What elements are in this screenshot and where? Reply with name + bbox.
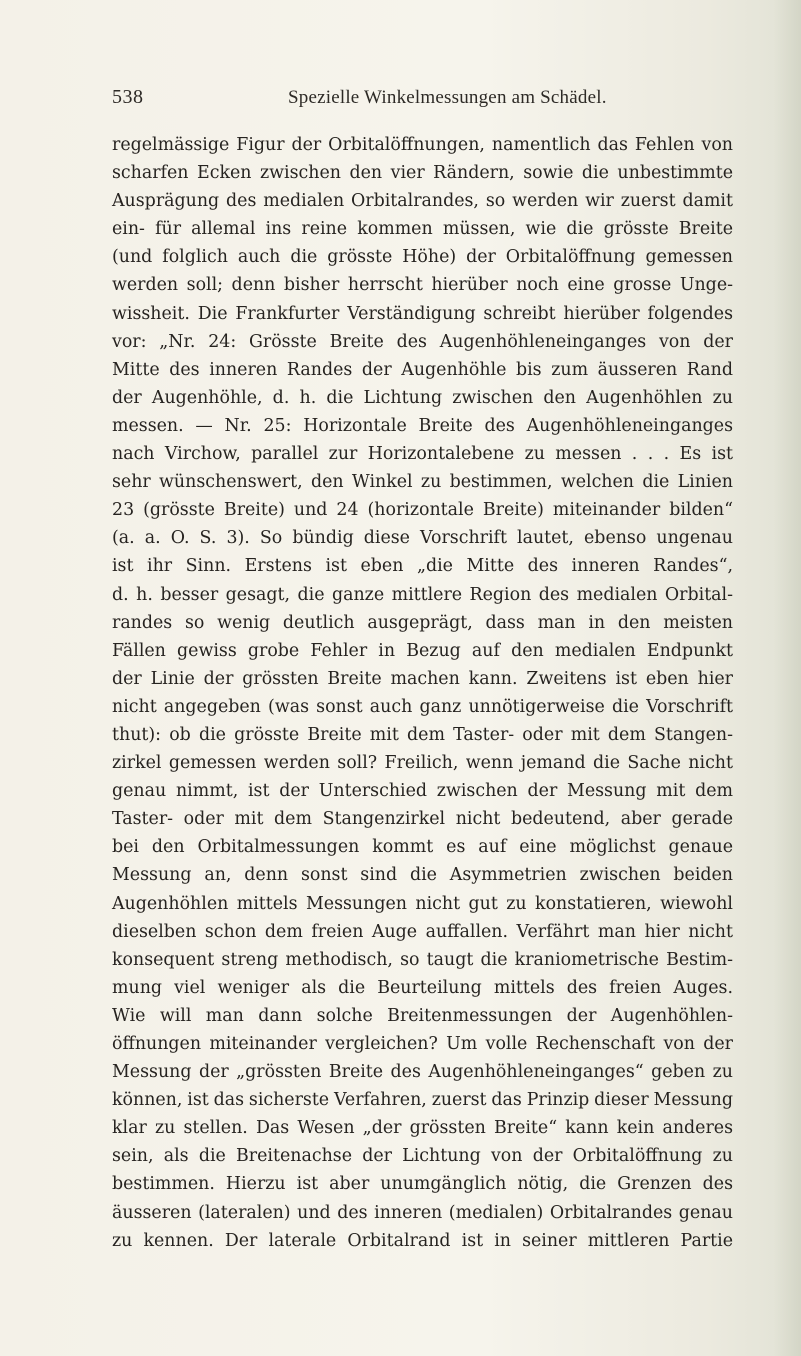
text-line: dieselben schon dem freien Auge auffallen. Verfährt man hier nicht (112, 921, 733, 942)
text-line: regelmässige Figur der Orbitalöffnungen, namentlich das Fehlen von (112, 135, 733, 155)
text-line: d. h. besser gesagt, die ganze mittlere Region des medialen Orbital- (112, 584, 733, 605)
text-line: Messung der „grössten Breite des Augenhöhleneinganges“ geben zu (112, 1062, 733, 1083)
text-line: klar zu stellen. Das Wesen „der grössten Breite“ kann kein anderes (112, 1118, 733, 1139)
running-title: Spezielle Winkelmessungen am Schädel. (288, 87, 607, 108)
running-header (112, 86, 732, 116)
text-line: randes so wenig deutlich ausgeprägt, dass man in den meisten (112, 612, 733, 633)
text-line: sehr wünschenswert, den Winkel zu bestimmen, welchen die Linien (112, 472, 733, 493)
page-edge-shadow (773, 0, 801, 1356)
text-line: (und folglich auch die grösste Höhe) der Orbitalöffnung gemessen (112, 247, 733, 268)
text-line: ist ihr Sinn. Erstens ist eben „die Mitte des inneren Randes“, (112, 556, 733, 577)
text-line: bei den Orbitalmessungen kommt es auf eine möglichst genaue (112, 837, 733, 858)
text-line: Ausprägung des medialen Orbitalrandes, so werden wir zuerst damit (112, 191, 733, 212)
text-line: Messung an, denn sonst sind die Asymmetrien zwischen beiden (112, 865, 733, 886)
text-line: Wie will man dann solche Breitenmessungen der Augenhöhlen- (112, 1005, 733, 1026)
text-line: zu kennen. Der laterale Orbitalrand ist in seiner mittleren Partie (112, 1230, 733, 1251)
text-line: konsequent streng methodisch, so taugt die kraniometrische Bestim- (112, 949, 733, 970)
body-text (112, 131, 733, 1255)
text-line: sein, als die Breitenachse der Lichtung von der Orbitalöffnung zu (112, 1146, 733, 1167)
text-line: genau nimmt, ist der Unterschied zwischen der Messung mit dem (112, 781, 733, 802)
text-line: nach Virchow, parallel zur Horizontalebene zu messen . . . Es ist (112, 444, 733, 465)
text-line: 23 (grösste Breite) und 24 (horizontale Breite) miteinander bilden“ (112, 500, 733, 521)
text-line: der Linie der grössten Breite machen kann. Zweitens ist eben hier (112, 668, 733, 689)
text-line: ein- für allemal ins reine kommen müssen, wie die grösste Breite (112, 219, 733, 240)
text-line: äusseren (lateralen) und des inneren (medialen) Orbitalrandes genau (112, 1202, 733, 1223)
text-line: messen. — Nr. 25: Horizontale Breite des Augenhöhleneinganges (112, 415, 733, 436)
text-line: Fällen gewiss grobe Fehler in Bezug auf den medialen Endpunkt (112, 640, 733, 661)
text-line: nicht angegeben (was sonst auch ganz unnötigerweise die Vorschrift (112, 696, 733, 717)
text-line: thut): ob die grösste Breite mit dem Taster- oder mit dem Stangen- (112, 724, 733, 745)
text-line: öffnungen miteinander vergleichen? Um volle Rechenschaft von der (112, 1034, 733, 1054)
text-line: mung viel weniger als die Beurteilung mittels des freien Auges. (112, 977, 733, 998)
text-line: wissheit. Die Frankfurter Verständigung schreibt hierüber folgendes (112, 303, 733, 324)
text-line: zirkel gemessen werden soll? Freilich, wenn jemand die Sache nicht (112, 753, 733, 774)
text-line: Mitte des inneren Randes der Augenhöhle bis zum äusseren Rand (112, 359, 733, 380)
text-line: vor: „Nr. 24: Grösste Breite des Augenhöhleneinganges von der (112, 331, 733, 352)
text-line: (a. a. O. S. 3). So bündig diese Vorschrift lautet, ebenso ungenau (112, 528, 733, 549)
text-line: scharfen Ecken zwischen den vier Rändern, sowie die unbestimmte (112, 163, 733, 184)
page-number: 538 (112, 86, 144, 108)
text-line: bestimmen. Hierzu ist aber unumgänglich nötig, die Grenzen des (112, 1174, 733, 1195)
text-line: Taster- oder mit dem Stangenzirkel nicht bedeutend, aber gerade (112, 809, 733, 830)
text-line: der Augenhöhle, d. h. die Lichtung zwischen den Augenhöhlen zu (112, 387, 733, 408)
text-line: können, ist das sicherste Verfahren, zuerst das Prinzip dieser Messung (112, 1090, 733, 1111)
text-line: werden soll; denn bisher herrscht hierüber noch eine grosse Unge- (112, 275, 733, 296)
text-line: Augenhöhlen mittels Messungen nicht gut zu konstatieren, wiewohl (112, 893, 733, 914)
